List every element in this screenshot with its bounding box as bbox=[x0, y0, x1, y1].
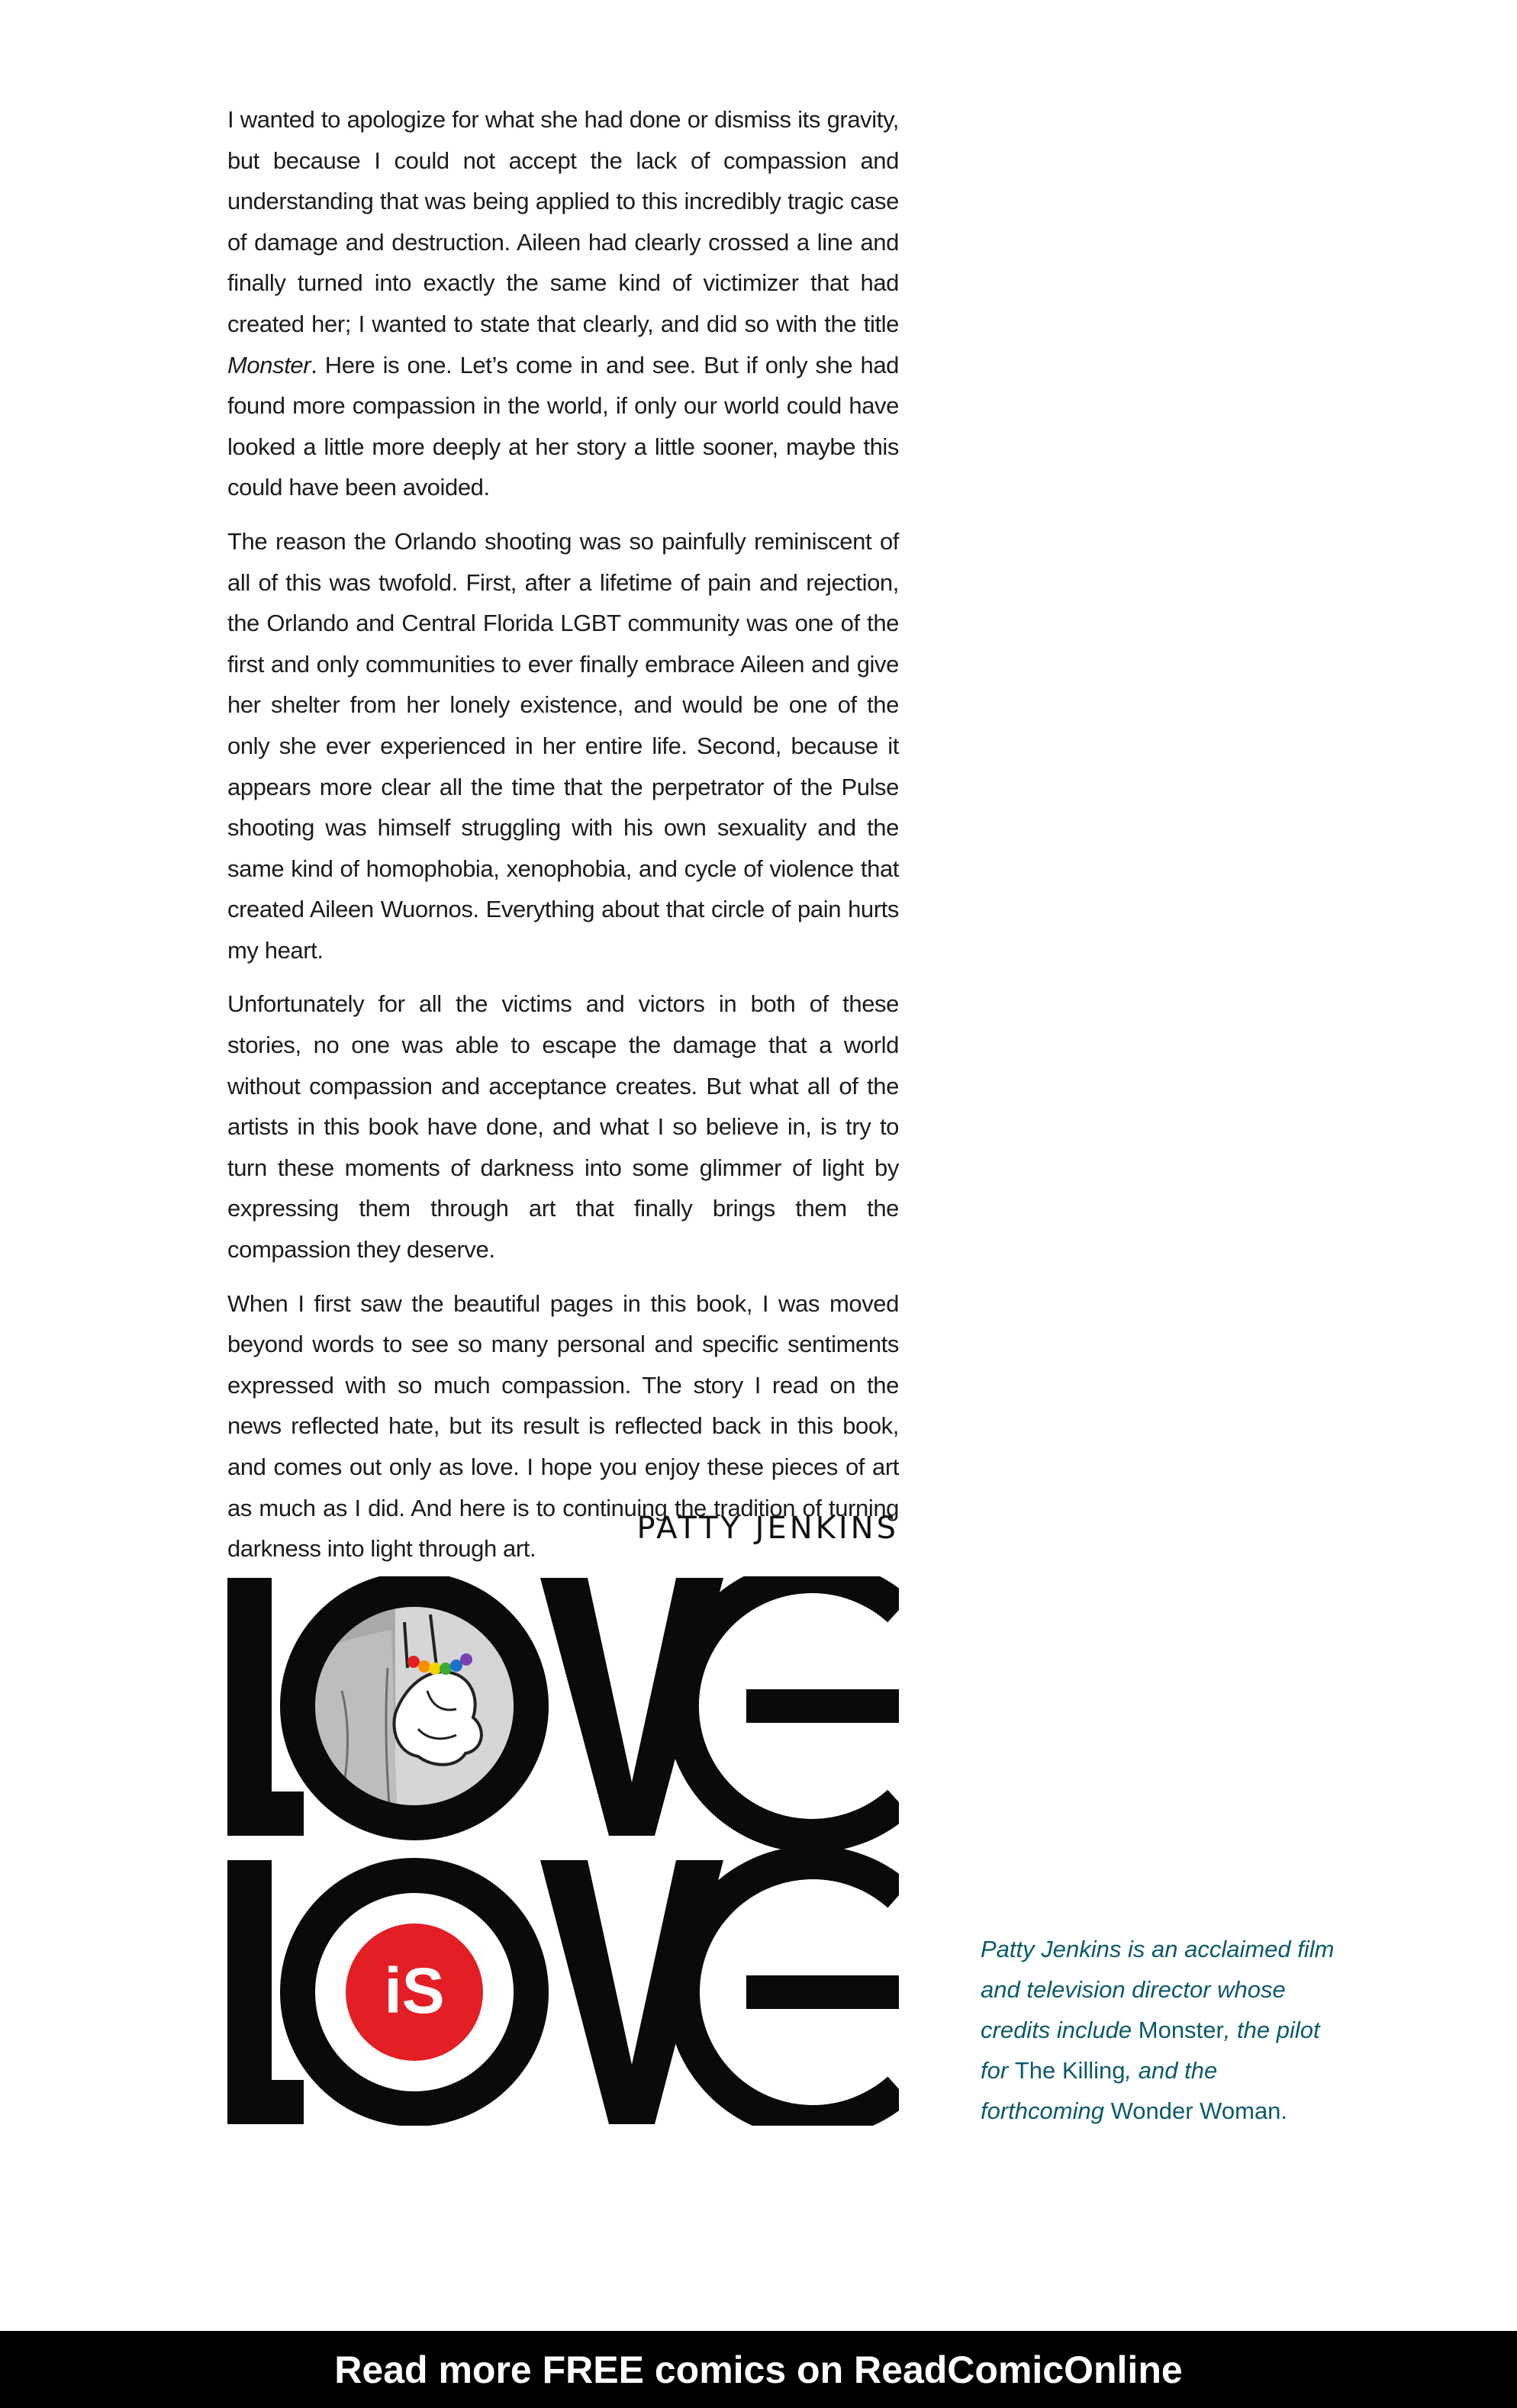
essay-paragraph-3: Unfortunately for all the victims and victors in both of these stories, no one was able to escape the damage that a world without compassion and acceptance creates. But what all of the artists in this book have done, and what I so believe in, is try to turn these moments of darkness into some glimmer of light by expressing them through art that finally brings them the compassion they deserve. bbox=[227, 990, 899, 1264]
bio-text: , the pilot for bbox=[981, 2017, 1320, 2084]
bio-text: , and the forthcoming bbox=[981, 2057, 1218, 2124]
author-signature: PATTY JENKINS bbox=[636, 1511, 899, 1546]
bio-text: Patty Jenkins is an acclaimed film and television director whose credits include bbox=[981, 1936, 1335, 2043]
author-bio bbox=[981, 1929, 1339, 2131]
essay-text: I wanted to apologize for what she had done or dismiss its gravity, but because I could not accept the lack of compassion and understanding that was being applied to this incredibly tragic case of damage and destruction. Aileen had clearly crossed a line and finally turned into exactly the same kind of victimizer that had created her; I wanted to state that clearly, and did so with the title bbox=[227, 106, 899, 337]
bio-text: . bbox=[1280, 2097, 1288, 2124]
logo-letter-e-bottom bbox=[683, 1862, 899, 2122]
logo-letter-o-bottom bbox=[298, 1875, 531, 2109]
essay-paragraph-1 bbox=[227, 99, 899, 508]
film-title-monster: Monster bbox=[227, 351, 311, 378]
essay-paragraph-2: The reason the Orlando shooting was so painfully reminiscent of all of this was twofold. First, after a lifetime of pain and rejection, the Orlando and Central Florida LGBT community was one of the first and only communities to ever finally embrace Aileen and give her shelter from her lonely existence, and would be one of the only she ever experienced in her entire life. Second, because it appears more clear all the time that the perpetrator of the Pulse shooting was himself struggling with his own sexuality and the same kind of homophobia, xenophobia, and cycle of violence that created Aileen Wuornos. Everything about that circle of pain hurts my heart. bbox=[227, 527, 899, 964]
footer-banner[interactable] bbox=[0, 2331, 1517, 2408]
essay-paragraph-4: When I first saw the beautiful pages in this book, I was moved beyond words to see so many personal and specific sentiments expressed with so much compassion. The story I read on the news reflected hate, but its result is reflected back in this book, and comes out only as love. I hope you enjoy these pieces of art as much as I did. And here is to continuing the tradition of turning darkness into light through art. bbox=[227, 1289, 899, 1563]
love-is-love-logo bbox=[227, 1576, 899, 2126]
bio-credit-the-killing: The Killing bbox=[1014, 2057, 1126, 2084]
logo-word-top bbox=[227, 1576, 899, 1836]
logo-word-bottom bbox=[227, 1860, 899, 2124]
bio-credit-wonder-woman: Wonder Woman bbox=[1110, 2097, 1281, 2124]
logo-letter-e-top bbox=[682, 1576, 899, 1836]
essay-column bbox=[227, 99, 899, 1582]
footer-link[interactable]: Read more FREE comics on ReadComicOnline bbox=[334, 2348, 1183, 2391]
essay-text: . Here is one. Let’s come in and see. But if only she had found more compassion in the world, if only our world could have looked a little more deeply at her story a little sooner, maybe this could have been avoided. bbox=[227, 351, 899, 501]
logo-letter-o-top bbox=[298, 1589, 531, 1823]
is-badge-text: iS bbox=[384, 1955, 445, 2027]
bio-credit-monster: Monster bbox=[1138, 2017, 1224, 2043]
